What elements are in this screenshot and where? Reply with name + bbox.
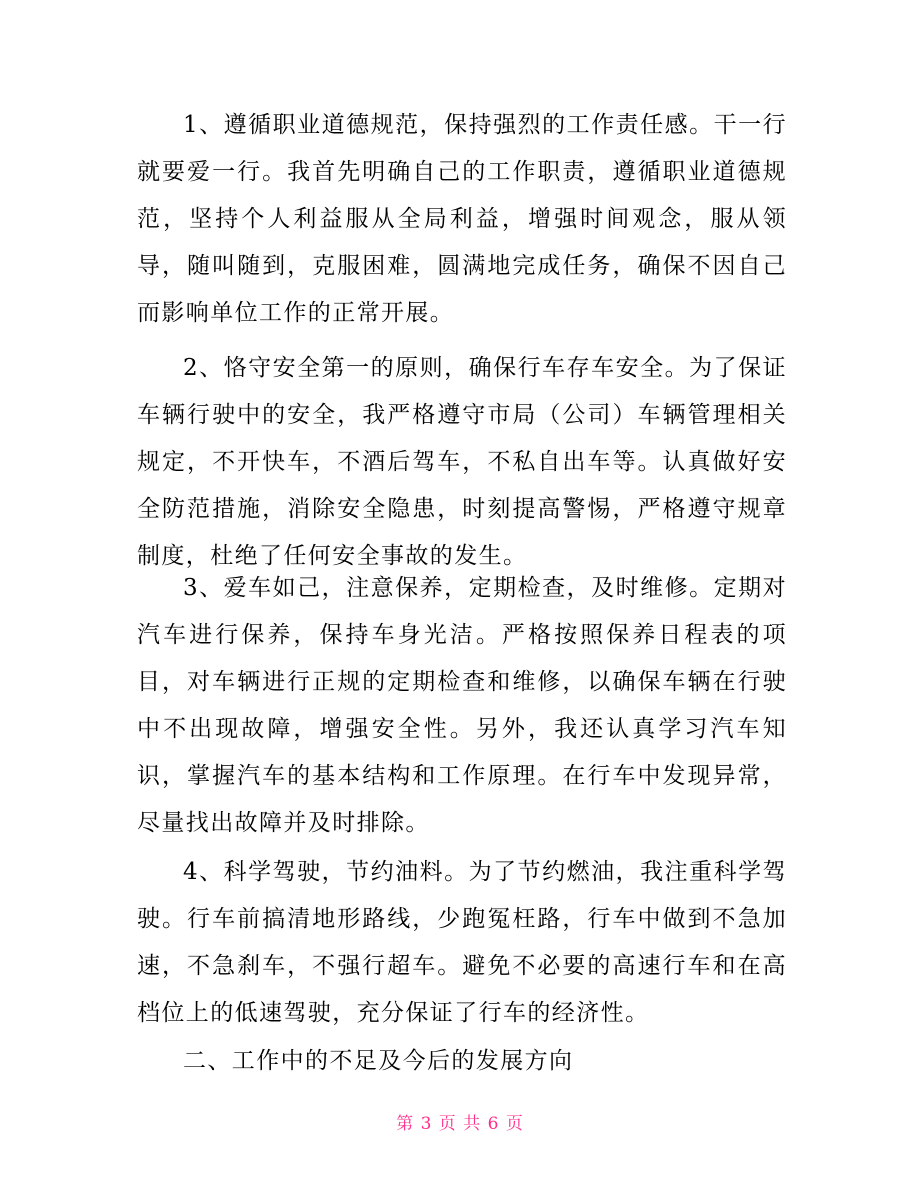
page-number-label: 第 3 页 共 6 页 (396, 1114, 524, 1134)
paragraph-3: 3、爱车如己，注意保养，定期检查，及时维修。定期对汽车进行保养，保持车身光洁。严格按照保养日程表的项目，对车辆进行正规的定期检查和维修，以确保车辆在行驶中不出现故障，增强安全性。另外，我还认真学习汽车知识，掌握汽车的基本结构和工作原理。在行车中发现异常，尽量找出故障并及时排除。 (137, 575, 787, 836)
section-heading: 二、工作中的不足及今后的发展方向 (183, 1048, 574, 1074)
paragraph-2: 2、恪守安全第一的原则，确保行车存车安全。为了保证车辆行驶中的安全，我严格遵守市局（公司）车辆管理相关规定，不开快车，不酒后驾车，不私自出车等。认真做好安全防范措施，消除安全隐患，时刻提高警惕，严格遵守规章制度，杜绝了任何安全事故的发生。 (137, 355, 787, 569)
page-footer (0, 1112, 920, 1136)
paragraph-4: 4、科学驾驶，节约油料。为了节约燃油，我注重科学驾驶。行车前搞清地形路线，少跑冤枉路，行车中做到不急加速，不急刹车，不强行超车。避免不必要的高速行车和在高档位上的低速驾驶，充分保证了行车的经济性。 (137, 859, 787, 1026)
paragraph-1: 1、遵循职业道德规范，保持强烈的工作责任感。干一行就要爱一行。我首先明确自己的工作职责，遵循职业道德规范，坚持个人利益服从全局利益，增强时间观念，服从领导，随叫随到，克服困难，圆满地完成任务，确保不因自己而影响单位工作的正常开展。 (137, 112, 787, 326)
